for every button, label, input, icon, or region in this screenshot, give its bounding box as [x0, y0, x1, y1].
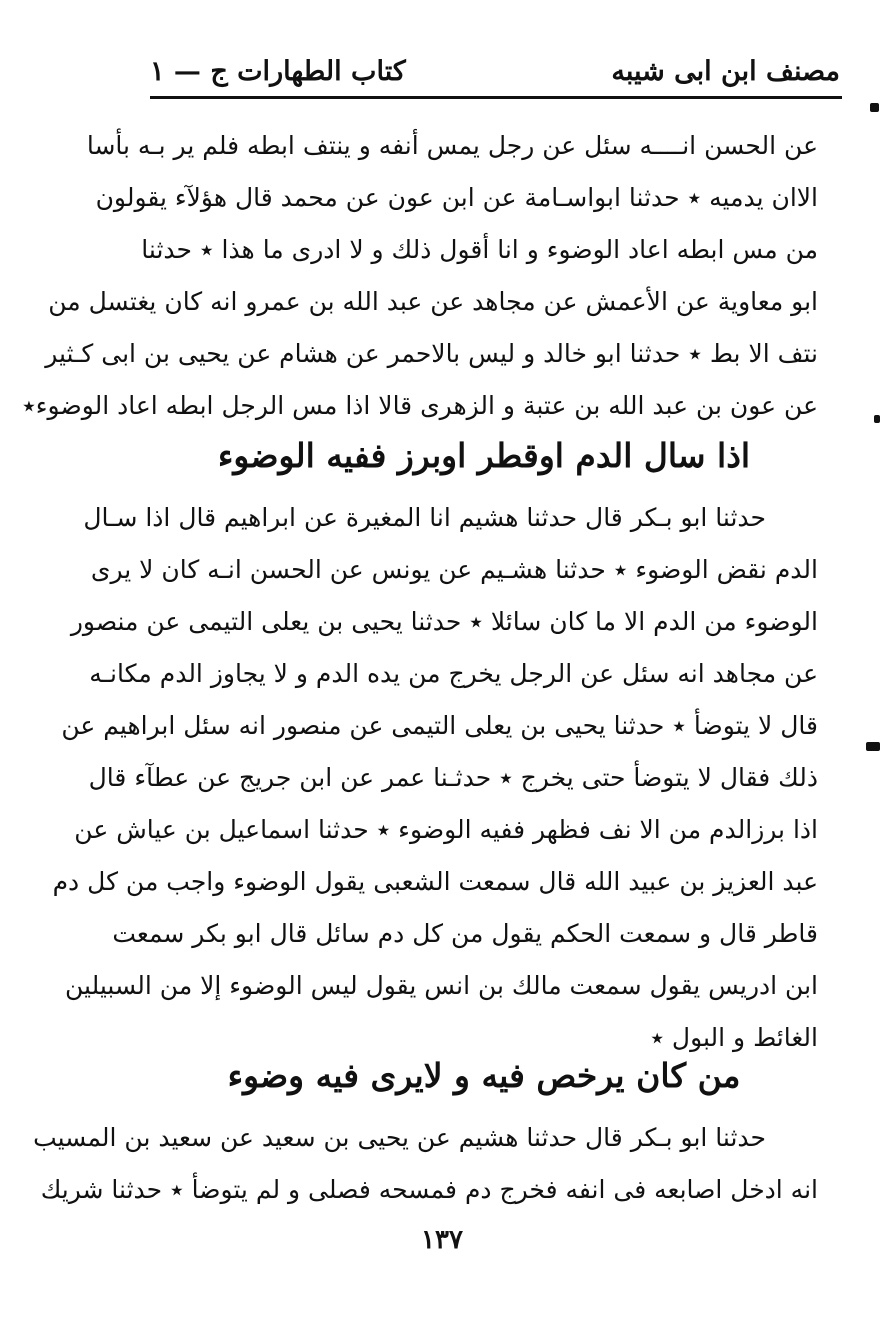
paragraph-2 [52, 492, 818, 1052]
margin-mark-middle [874, 415, 880, 423]
text-line: ابو معاوية عن الأعمش عن مجاهد عن عبد الله بن عمرو انه كان يغتسل من [48, 287, 818, 316]
section-heading-bleeding: اذا سال الدم اوقطر اوبرز ففيه الوضوء [217, 436, 751, 475]
section-heading-concession: من كان يرخص فيه و لايرى فيه وضوء [227, 1056, 741, 1095]
book-title: مصنف ابن ابى شيبه [611, 55, 840, 87]
margin-mark-lower [866, 742, 880, 751]
page-number: ١٣٧ [421, 1225, 463, 1255]
paragraph-3 [33, 1112, 818, 1216]
running-header [150, 48, 840, 94]
text-line: ذلك فقال لا يتوضأ حتى يخرج ٭ حدثـنا عمر عن ابن جريج عن عطآء قال [88, 763, 818, 792]
text-line: عن مجاهد انه سئل عن الرجل يخرج من يده الدم و لا يجاوز الدم مكانـه [89, 659, 818, 688]
text-line: عبد العزيز بن عبيد الله قال سمعت الشعبى يقول الوضوء واجب من كل دم [52, 867, 818, 896]
chapter-title: كتاب الطهارات ج — ١ [150, 55, 406, 87]
text-line: الدم نقض الوضوء ٭ حدثنا هشـيم عن يونس عن الحسن انـه كان لا يرى [90, 555, 818, 584]
header-rule [150, 96, 842, 99]
text-line: الوضوء من الدم الا ما كان سائلا ٭ حدثنا يحيى بن يعلى التيمى عن منصور [70, 607, 818, 636]
margin-mark-top [870, 103, 879, 112]
text-line: الغائط و البول ٭ [650, 1023, 818, 1052]
text-line: حدثنا ابو بـكر قال حدثنا هشيم انا المغيرة عن ابراهيم قال اذا سـال [83, 503, 766, 532]
text-line: الاان يدميه ٭ حدثنا ابواسـامة عن ابن عون عن محمد قال هؤلآء يقولون [95, 183, 818, 212]
text-line: من مس ابطه اعاد الوضوء و انا أقول ذلك و لا ادرى ما هذا ٭ حدثنا [141, 235, 818, 264]
text-line: عن عون بن عبد الله بن عتبة و الزهرى قالا اذا مس الرجل ابطه اعاد الوضوء٭ [22, 391, 818, 420]
paragraph-1 [22, 120, 818, 432]
text-line: ابن ادريس يقول سمعت مالك بن انس يقول ليس الوضوء إلا من السبيلين [65, 971, 818, 1000]
text-line: اذا برزالدم من الا نف فظهر ففيه الوضوء ٭ حدثنا اسماعيل بن عياش عن [74, 815, 818, 844]
text-line: نتف الا بط ٭ حدثنا ابو خالد و ليس بالاحمر عن هشام عن يحيى بن ابى كـثير [45, 339, 818, 368]
text-line: عن الحسن انــــه سئل عن رجل يمس أنفه و ينتف ابطه فلم ير بـه بأسا [86, 131, 818, 160]
text-line: حدثنا ابو بـكر قال حدثنا هشيم عن يحيى بن سعيد عن سعيد بن المسيب [33, 1123, 766, 1152]
text-line: قاطر قال و سمعت الحكم يقول من كل دم سائل قال ابو بكر سمعت [112, 919, 818, 948]
text-line: قال لا يتوضأ ٭ حدثنا يحيى بن يعلى التيمى عن منصور انه سئل ابراهيم عن [61, 711, 818, 740]
text-line: انه ادخل اصابعه فى انفه فخرج دم فمسحه فصلى و لم يتوضأ ٭ حدثنا شريك [40, 1175, 818, 1204]
